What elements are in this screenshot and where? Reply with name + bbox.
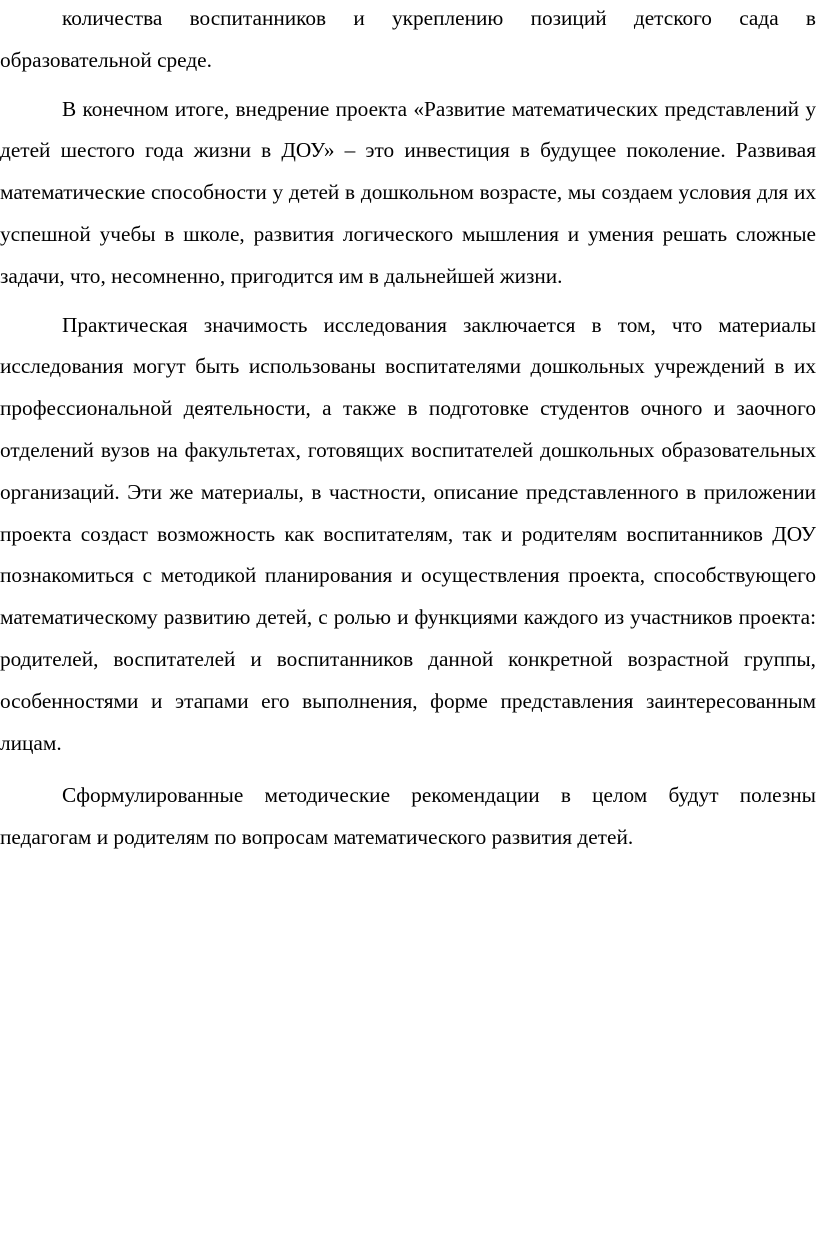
paragraph-project-investment: В конечном итоге, внедрение проекта «Развитие математических представлений у детей шестого года жизни в ДОУ» – это инвестиция в будущее поколение. Развивая математические способности у детей в дошкольном возрасте, мы создаем условия для их успешной учебы в школе, развития логического мышления и умения решать сложные задачи, что, несомненно, пригодится им в дальнейшей жизни. <box>0 96 816 288</box>
paragraph-practical-significance: Практическая значимость исследования заключается в том, что материалы исследования могут быть использованы воспитателями дошкольных учреждений в их профессиональной деятельности, а также в подготовке студентов очного и заочного отделений вузов на факультетах, готовящих воспитателей дошкольных образовательных организаций. Эти же материалы, в частности, описание представленного в приложении проекта создаст возможность как воспитателям, так и родителям воспитанников ДОУ познакомиться с методикой планирования и осуществления проекта, способствующего математическому развитию детей, с ролью и функциями каждого из участников проекта: родителей, воспитателей и воспитанников данной конкретной возрастной группы, особенностями и этапами его выполнения, форме представления заинтересованным лицам. <box>0 312 816 755</box>
paragraph-recommendations: Сформулированные методические рекомендации в целом будут полезны педагогам и родителям по вопросам математического развития детей. <box>0 783 816 850</box>
paragraph-continuation: количества воспитанников и укреплению позиций детского сада в образовательной среде. <box>0 6 816 72</box>
